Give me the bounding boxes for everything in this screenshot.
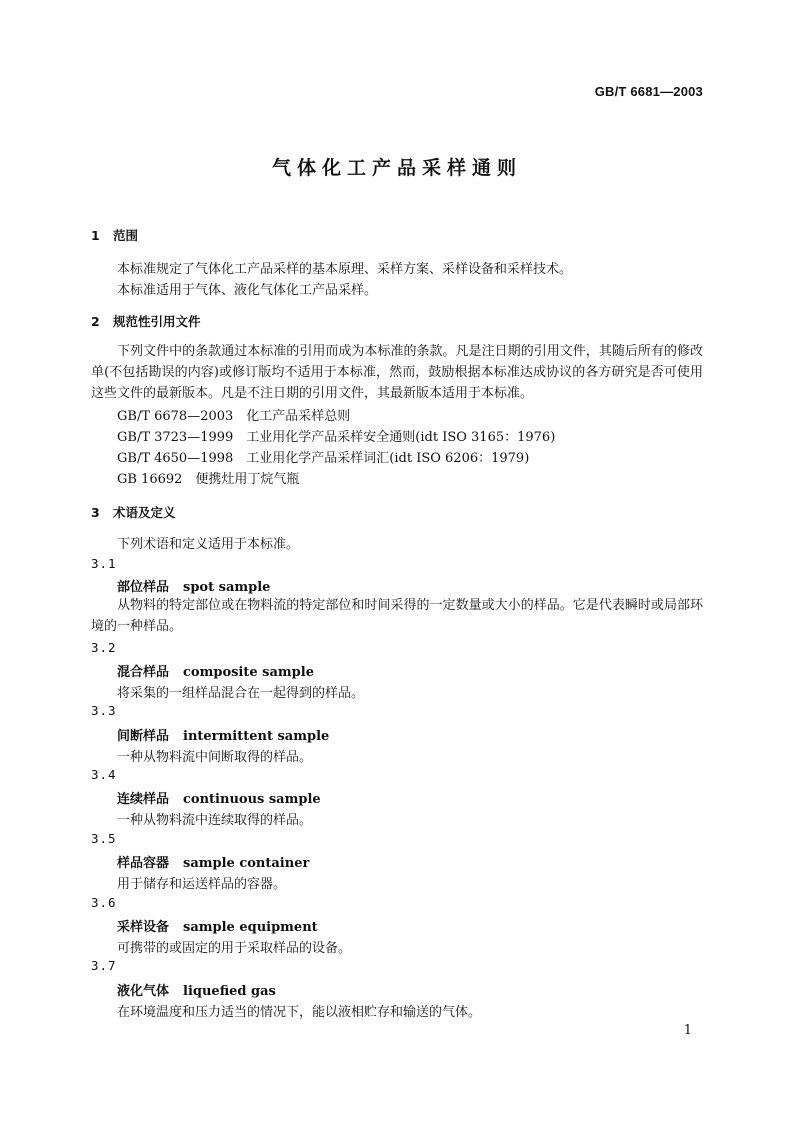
term-zh: 采样设备 (117, 920, 170, 935)
term-definition: 一种从物料流中间断取得的样品。 (117, 750, 313, 765)
section-2-heading (91, 312, 201, 330)
standard-code: GB/T 6681—2003 (594, 84, 703, 99)
term-heading (117, 916, 318, 935)
term-zh: 液化气体 (117, 984, 170, 999)
reference-item: GB/T 4650—1998 工业用化学产品采样词汇(idt ISO 6206：1979) (117, 451, 530, 466)
paragraph: 下列文件中的条款通过本标准的引用而成为本标准的条款。凡是注日期的引用文件，其随后所有的修改单(不包括勘误的内容)或修订版均不适用于本标准，然而，鼓励根据本标准达成协议的各方研究是否可使用这些文件的最新版本。凡是不注日期的引用文件，其最新版本适用于本标准。 (91, 344, 703, 401)
term-zh: 连续样品 (117, 792, 170, 807)
term-zh: 间断样品 (117, 729, 170, 744)
section-number: 1 (91, 228, 100, 243)
term-heading (117, 980, 276, 999)
term-definition: 用于储存和运送样品的容器。 (117, 877, 287, 892)
paragraph: 下列术语和定义适用于本标准。 (117, 537, 300, 552)
reference-item: GB 16692 便携灶用丁烷气瓶 (117, 472, 300, 487)
term-en: liquefied gas (183, 984, 276, 999)
section-3-heading (91, 503, 176, 521)
term-number: 3.5 (91, 831, 117, 846)
page-number: 1 (683, 1023, 692, 1038)
section-1-heading (91, 226, 138, 244)
term-zh: 样品容器 (117, 856, 170, 871)
term-number: 3.4 (91, 767, 117, 782)
reference-item: GB/T 3723—1999 工业用化学产品采样安全通则(idt ISO 3165：1976) (117, 430, 556, 445)
term-definition: 在环境温度和压力适当的情况下，能以液相贮存和输送的气体。 (117, 1005, 482, 1020)
term-number: 3.7 (91, 958, 117, 973)
term-definition: 将采集的一组样品混合在一起得到的样品。 (117, 686, 365, 701)
section-number: 2 (91, 314, 100, 329)
document-title: 气体化工产品采样通则 (271, 157, 522, 179)
paragraph: 本标准规定了气体化工产品采样的基本原理、采样方案、采样设备和采样技术。 (117, 262, 573, 277)
term-en: continuous sample (183, 792, 321, 807)
term-definition: 一种从物料流中连续取得的样品。 (117, 813, 313, 828)
paragraph: 本标准适用于气体、液化气体化工产品采样。 (117, 283, 378, 298)
term-zh: 混合样品 (117, 665, 170, 680)
term-heading (117, 725, 329, 744)
section-title: 范围 (113, 228, 139, 243)
reference-item: GB/T 6678—2003 化工产品采样总则 (117, 409, 351, 424)
term-en: intermittent sample (183, 729, 330, 744)
section-title: 术语及定义 (113, 505, 176, 520)
term-en: sample equipment (183, 920, 318, 935)
term-number: 3.1 (91, 556, 117, 571)
term-en: spot sample (183, 580, 271, 595)
term-definition: 可携带的或固定的用于采取样品的设备。 (117, 941, 352, 956)
term-en: composite sample (183, 665, 314, 680)
term-number: 3.3 (91, 703, 117, 718)
term-heading (117, 661, 314, 680)
term-heading (117, 576, 270, 595)
term-definition: 从物料的特定部位或在物料流的特定部位和时间采得的一定数量或大小的样品。它是代表瞬时或局部环境的一种样品。 (91, 598, 703, 634)
term-zh: 部位样品 (117, 580, 170, 595)
term-number: 3.6 (91, 895, 117, 910)
section-title: 规范性引用文件 (113, 314, 201, 329)
section-number: 3 (91, 505, 100, 520)
term-heading (117, 852, 309, 871)
term-number: 3.2 (91, 640, 117, 655)
term-heading (117, 788, 321, 807)
term-en: sample container (183, 856, 310, 871)
